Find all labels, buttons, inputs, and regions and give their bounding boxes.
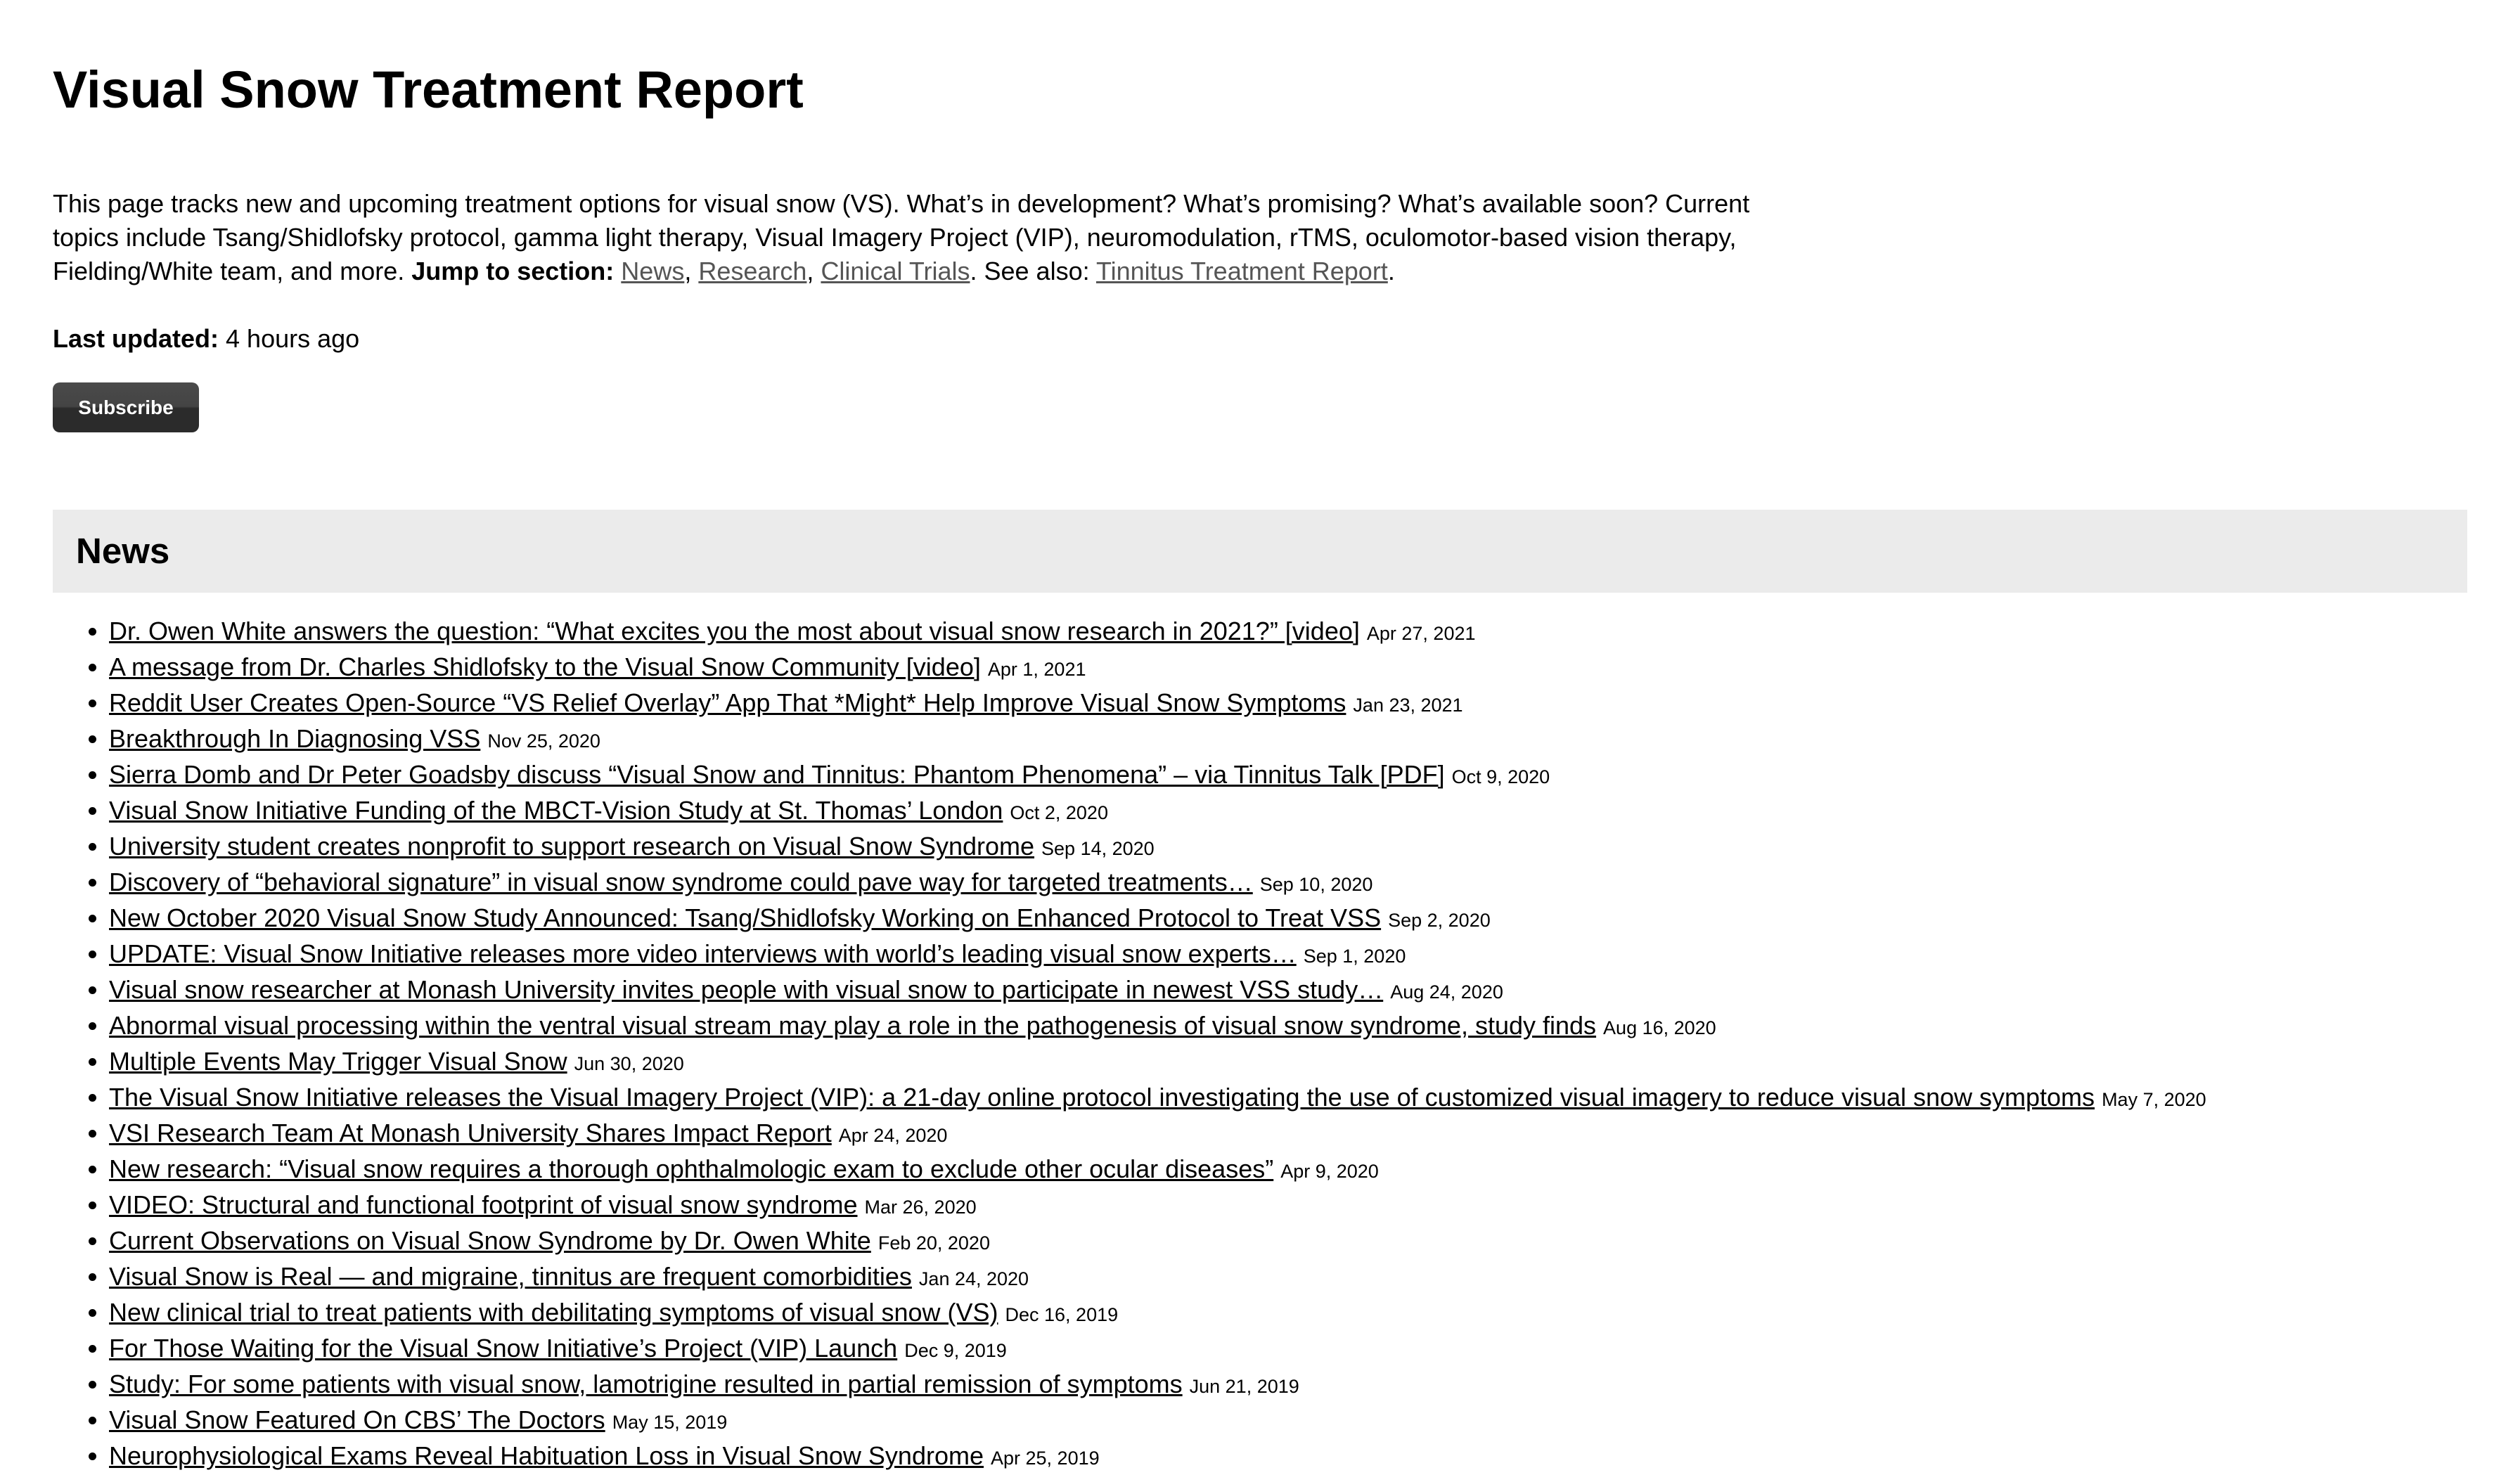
news-item — [109, 973, 2206, 1009]
news-item-link[interactable]: Discovery of “behavioral signature” in visual snow syndrome could pave way for targeted treatments… — [109, 868, 1253, 896]
jump-link-clinical-trials[interactable]: Clinical Trials — [821, 257, 970, 285]
news-item-date: Nov 25, 2020 — [487, 730, 600, 752]
news-item-date: May 7, 2020 — [2102, 1089, 2206, 1110]
news-item-link[interactable]: Current Observations on Visual Snow Syndrome by Dr. Owen White — [109, 1226, 871, 1255]
news-item-date: May 15, 2019 — [612, 1412, 728, 1433]
see-also-label: See also: — [984, 257, 1090, 285]
jump-link-research[interactable]: Research — [698, 257, 807, 285]
news-item-date: Apr 24, 2020 — [838, 1125, 948, 1146]
intro-paragraph: This page tracks new and upcoming treatment options for visual snow (VS). What’s in development? What’s promising? What’s available soon? Current topics include Tsang/Shidlofsky protocol, gamma light therapy, Visual Imagery Project (VIP), neuromodulation, rTMS, oculomotor-based vision therapy, Fielding/White team, and more. Jump to section: News, Research, Clinical Trials. See also: Tinnitus Treatment Report. — [53, 189, 1750, 285]
news-heading: News — [76, 531, 170, 571]
news-section-header — [53, 510, 2467, 593]
news-item-date: Sep 1, 2020 — [1303, 946, 1406, 967]
intro-text: This page tracks new and upcoming treatment options for visual snow (VS). What’s in development? What’s promising? What’s available soon? Current topics include Tsang/Shidlofsky protocol, gamma light therapy, Visual Imagery Project (VIP), neuromodulation, rTMS, oculomotor-based vision therapy, Fielding/White team, and more. — [53, 189, 1750, 285]
news-item-date: Aug 16, 2020 — [1603, 1017, 1716, 1038]
last-updated-value: 4 hours ago — [226, 324, 360, 353]
jump-link-news[interactable]: News — [621, 257, 685, 285]
news-item-link[interactable]: Abnormal visual processing within the ventral visual stream may play a role in the pathogenesis of visual snow syndrome, study finds — [109, 1011, 1597, 1040]
news-item-date: Sep 2, 2020 — [1388, 910, 1491, 931]
news-item-link[interactable]: VIDEO: Structural and functional footprint of visual snow syndrome — [109, 1190, 858, 1219]
news-item-link[interactable]: University student creates nonprofit to support research on Visual Snow Syndrome — [109, 832, 1035, 861]
news-item-date: Oct 2, 2020 — [1010, 802, 1108, 823]
news-item-link[interactable]: New October 2020 Visual Snow Study Announced: Tsang/Shidlofsky Working on Enhanced Protocol to Treat VSS — [109, 903, 1382, 932]
news-item-link[interactable]: Neurophysiological Exams Reveal Habituation Loss in Visual Snow Syndrome — [109, 1441, 984, 1470]
news-item-link[interactable]: Sierra Domb and Dr Peter Goadsby discuss “Visual Snow and Tinnitus: Phantom Phenomena” – via Tinnitus Talk [PDF] — [109, 760, 1445, 789]
news-item — [109, 650, 2206, 686]
news-item-date: Jun 21, 2019 — [1189, 1376, 1299, 1397]
news-item-date: Dec 16, 2019 — [1005, 1304, 1119, 1325]
news-item — [109, 1224, 2206, 1260]
news-item — [109, 1116, 2206, 1152]
news-item — [109, 1009, 2206, 1045]
news-item-date: Sep 10, 2020 — [1259, 874, 1373, 895]
news-item-link[interactable]: Multiple Events May Trigger Visual Snow — [109, 1047, 567, 1076]
news-item-link[interactable]: New research: “Visual snow requires a thorough ophthalmologic exam to exclude other ocular diseases” — [109, 1154, 1274, 1183]
news-item — [109, 722, 2206, 758]
news-item — [109, 830, 2206, 865]
news-item — [109, 1188, 2206, 1224]
news-item-date: Oct 9, 2020 — [1451, 766, 1550, 787]
last-updated-label: Last updated: — [53, 324, 219, 353]
news-item-date: Jan 23, 2021 — [1353, 695, 1463, 716]
news-item — [109, 794, 2206, 830]
news-item — [109, 614, 2206, 650]
news-item-link[interactable]: Visual Snow is Real — and migraine, tinnitus are frequent comorbidities — [109, 1262, 912, 1291]
news-item-link[interactable]: A message from Dr. Charles Shidlofsky to the Visual Snow Community [video] — [109, 652, 981, 681]
news-item — [109, 686, 2206, 722]
news-item-link[interactable]: Dr. Owen White answers the question: “What excites you the most about visual snow research in 2021?” [video] — [109, 617, 1360, 645]
news-item — [109, 937, 2206, 973]
news-item-date: Aug 24, 2020 — [1390, 981, 1503, 1003]
news-item-date: Apr 1, 2021 — [987, 659, 1086, 680]
news-item-date: Jun 30, 2020 — [574, 1053, 684, 1074]
news-item — [109, 865, 2206, 901]
news-item-link[interactable]: For Those Waiting for the Visual Snow Initiative’s Project (VIP) Launch — [109, 1334, 898, 1363]
news-item-date: Apr 9, 2020 — [1280, 1161, 1379, 1182]
news-item-date: Jan 24, 2020 — [918, 1268, 1029, 1289]
news-item-date: Feb 20, 2020 — [878, 1232, 990, 1254]
news-item-link[interactable]: New clinical trial to treat patients with debilitating symptoms of visual snow (VS) — [109, 1298, 998, 1327]
news-item — [109, 1260, 2206, 1296]
jump-label: Jump to section: — [411, 257, 615, 285]
news-item-date: Dec 9, 2019 — [904, 1340, 1007, 1361]
news-item-date: Sep 14, 2020 — [1041, 838, 1155, 859]
news-item-date: Apr 27, 2021 — [1366, 623, 1476, 644]
news-item-link[interactable]: UPDATE: Visual Snow Initiative releases more video interviews with world’s leading visual snow experts… — [109, 939, 1297, 968]
news-item-link[interactable]: Reddit User Creates Open-Source “VS Relief Overlay” App That *Might* Help Improve Visual Snow Symptoms — [109, 688, 1346, 717]
news-item-link[interactable]: Visual snow researcher at Monash University invites people with visual snow to participate in newest VSS study… — [109, 975, 1384, 1004]
news-item — [109, 1403, 2206, 1439]
news-list — [53, 614, 2206, 1475]
news-item — [109, 1439, 2206, 1475]
news-item — [109, 1152, 2206, 1188]
news-item-link[interactable]: Visual Snow Initiative Funding of the MBCT-Vision Study at St. Thomas’ London — [109, 796, 1003, 825]
news-item-link[interactable]: Study: For some patients with visual snow, lamotrigine resulted in partial remission of symptoms — [109, 1370, 1183, 1398]
news-item — [109, 1367, 2206, 1403]
news-item — [109, 901, 2206, 937]
news-item-link[interactable]: The Visual Snow Initiative releases the Visual Imagery Project (VIP): a 21-day online protocol investigating the use of customized visual imagery to reduce visual snow symptoms — [109, 1083, 2095, 1112]
news-item-date: Apr 25, 2019 — [991, 1448, 1100, 1469]
subscribe-button[interactable]: Subscribe — [53, 382, 199, 432]
news-item — [109, 1296, 2206, 1332]
news-item-link[interactable]: Breakthrough In Diagnosing VSS — [109, 724, 481, 753]
news-item — [109, 1332, 2206, 1367]
tinnitus-report-link[interactable]: Tinnitus Treatment Report — [1095, 257, 1388, 285]
page-title: Visual Snow Treatment Report — [53, 60, 804, 119]
last-updated — [53, 322, 359, 356]
news-item — [109, 1045, 2206, 1081]
news-item — [109, 1081, 2206, 1116]
news-item-link[interactable]: VSI Research Team At Monash University Shares Impact Report — [109, 1119, 832, 1147]
news-item-date: Mar 26, 2020 — [864, 1197, 977, 1218]
news-item — [109, 758, 2206, 794]
news-item-link[interactable]: Visual Snow Featured On CBS’ The Doctors — [109, 1405, 605, 1434]
